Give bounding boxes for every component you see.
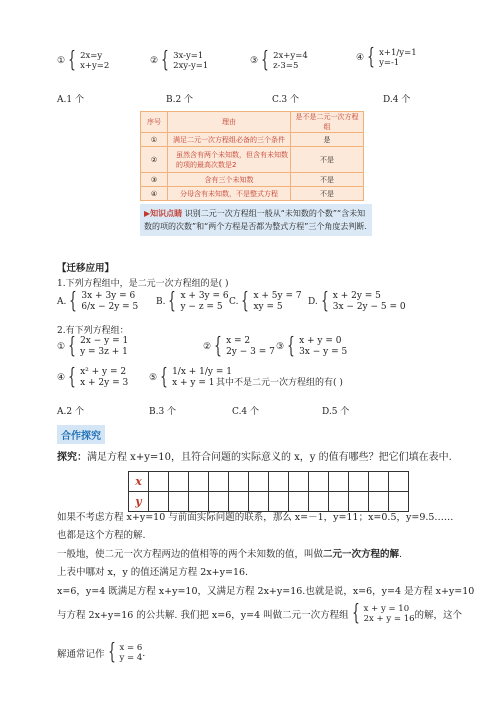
brace-icon: {: [351, 601, 360, 626]
option-label: B.: [156, 297, 166, 307]
table-row: [129, 472, 409, 492]
text: .: [142, 647, 146, 659]
row-label-x: x: [129, 472, 149, 492]
explore-text: 满足方程 x+y=10，且符合问题的实际意义的 x，y 的值有哪些？把它们填在表中.: [87, 452, 452, 463]
option-number: ①: [57, 342, 66, 352]
table-row: [141, 187, 364, 201]
paragraph-6: [57, 642, 145, 664]
table-cell[interactable]: [149, 472, 169, 492]
equation: 3x − 2y − 5 = 0: [332, 302, 406, 312]
brace-icon: {: [107, 640, 116, 665]
equation: y=-1: [379, 58, 400, 68]
option-number: ⑤: [149, 373, 158, 383]
equation: x + 2y = 5: [332, 291, 381, 301]
q1-option-c: [229, 291, 302, 313]
row-reason: 分母含有未知数，不是整式方程: [168, 187, 291, 201]
brace-icon: {: [68, 334, 76, 359]
brace-icon: {: [241, 289, 250, 314]
section-header: 合作探究: [57, 425, 105, 444]
xy-table: [128, 471, 409, 512]
text: 一般地，使二元一次方程两边的值相等的两个未知数的值，叫做: [57, 549, 324, 560]
q1-option-a: [57, 291, 138, 313]
paragraph-3: 上表中哪对 x，y 的值还满足方程 2x+y=16.: [57, 567, 249, 578]
table-row: [141, 133, 364, 147]
q2-answer-a: A.2 个: [57, 407, 84, 417]
q1-option-d: [308, 291, 406, 313]
answer-c: C.3 个: [272, 95, 300, 105]
table-cell[interactable]: [289, 472, 309, 492]
row-judge: 是: [291, 133, 364, 147]
explore-label: 探究：: [57, 452, 87, 463]
equation: y = 4: [119, 653, 143, 663]
row-number: ④: [141, 187, 168, 201]
text: 与方程 2x+y=16 的公共解. 我们把 x=6，y=4 叫做二元一次方程组: [57, 610, 349, 621]
section-title: 【迁移应用】: [57, 263, 115, 274]
row-number: ③: [141, 173, 168, 187]
explore-paragraph: [57, 448, 452, 463]
text: 解通常记作: [57, 649, 105, 660]
option-1: [57, 50, 109, 72]
option-label: C.: [229, 297, 239, 307]
row-number: ①: [141, 133, 168, 147]
table-cell[interactable]: [349, 472, 369, 492]
q2-answer-d: D.5 个: [322, 407, 350, 417]
option-3: [250, 50, 308, 72]
col-header: 理由: [168, 112, 291, 133]
table-cell[interactable]: [249, 472, 269, 492]
tip-text: 识别二元一次方程组一般从“未知数的个数”“含未知数的项的次数”和“两个方程是否都为整式方程”三个角度去判断.: [144, 209, 367, 231]
equation: 2x=y: [80, 51, 103, 61]
option-2: [150, 50, 208, 72]
brace-icon: {: [68, 48, 76, 73]
option-number: ③: [276, 342, 285, 352]
brace-icon: {: [168, 289, 177, 314]
equation: x + y = 1: [172, 378, 215, 388]
equation: xy = 5: [253, 302, 283, 312]
table-cell[interactable]: [169, 472, 189, 492]
q2-option-2: [203, 336, 275, 358]
option-number: ③: [250, 56, 259, 66]
brace-icon: {: [214, 334, 222, 359]
option-label: D.: [308, 297, 318, 307]
answer-d: D.4 个: [383, 95, 411, 105]
table-cell[interactable]: [229, 472, 249, 492]
row-label-y: y: [129, 492, 149, 512]
equation: 3x-y=1: [173, 51, 204, 61]
text: .: [399, 549, 403, 560]
q2-option-4: [57, 367, 128, 389]
equation: x+y=2: [80, 61, 110, 71]
brace-icon: {: [161, 48, 169, 73]
equation: 2x+y=4: [273, 51, 308, 61]
table-cell[interactable]: [309, 472, 329, 492]
row-judge: 不是: [291, 187, 364, 201]
q2-option-1: [57, 336, 128, 358]
q1-option-b: [156, 291, 229, 313]
equation: x + y = 0: [299, 336, 342, 346]
text: 的解，这个: [414, 610, 463, 621]
knowledge-tip: [140, 204, 372, 236]
option-number: ④: [57, 373, 66, 383]
table-cell[interactable]: [329, 472, 349, 492]
option-number: ②: [203, 342, 212, 352]
paragraph-1: 如果不考虑方程 x+y=10 与前面实际问题的联系，那么 x=－1，y=11；x=0.5，y=9.5……: [57, 512, 454, 523]
brace-icon: {: [160, 365, 168, 390]
row-judge: 不是: [291, 173, 364, 187]
row-judge: 不是: [291, 147, 364, 173]
table-cell[interactable]: [209, 472, 229, 492]
equation: x + 3y = 6: [180, 291, 229, 301]
answer-a: A.1 个: [57, 95, 84, 105]
brace-icon: {: [287, 334, 295, 359]
row-reason: 含有三个未知数: [168, 173, 291, 187]
question-2-tail: 其中不是二元一次方程组的有( ): [216, 378, 343, 388]
equation: x + 5y = 7: [253, 291, 302, 301]
col-header: 序号: [141, 112, 168, 133]
equation: x + 2y = 3: [80, 378, 129, 388]
row-reason: 虽然含有两个未知数，但含有未知数的项的最高次数是2: [168, 147, 291, 173]
answer-b: B.2 个: [166, 95, 194, 105]
reason-table: [140, 111, 364, 201]
equation: 6/x − 2y = 5: [81, 302, 139, 312]
option-number: ②: [150, 56, 159, 66]
equation: y = 3z + 1: [80, 347, 128, 357]
table-cell[interactable]: [389, 472, 409, 492]
equation: x = 2: [226, 336, 251, 346]
table-cell[interactable]: [189, 472, 209, 492]
equation: 1/x + 1/y = 1: [172, 367, 233, 377]
brace-icon: {: [69, 289, 78, 314]
paragraph-2: [57, 546, 402, 560]
question-1-stem: 1.下列方程组中，是二元一次方程组的是( ): [57, 279, 229, 289]
table-row: [141, 147, 364, 173]
option-number: ④: [356, 53, 365, 63]
q2-answer-c: C.4 个: [232, 407, 260, 417]
equation: 2xy-y=1: [173, 61, 209, 71]
paragraph-1b: 也都是这个方程的解.: [57, 530, 146, 541]
table-cell[interactable]: [369, 472, 389, 492]
equation: x+1/y=1: [379, 48, 417, 58]
equation: 3x + 3y = 6: [81, 291, 136, 301]
term-highlight: 二元一次方程的解: [323, 549, 400, 560]
brace-icon: {: [261, 48, 269, 73]
equation: x² + y = 2: [80, 367, 127, 377]
option-4: [356, 47, 417, 69]
brace-icon: {: [320, 289, 329, 314]
col-header: 是不是二元一次方程组: [291, 112, 364, 133]
equation: 2x − y = 1: [80, 336, 129, 346]
question-2-stem: 2.有下列方程组：: [57, 326, 129, 336]
q2-option-3: [276, 336, 347, 358]
equation: 2x + y = 16: [363, 614, 415, 624]
brace-icon: {: [367, 45, 375, 70]
option-label: A.: [57, 297, 67, 307]
equation: x = 6: [119, 643, 143, 653]
system-equation: [349, 603, 415, 625]
equation: z-3=5: [273, 61, 299, 71]
paragraph-4: x=6，y=4 既满足方程 x+y=10，又满足方程 2x+y=16.也就是说，x=6，y=4 是方程 x+y=10: [57, 586, 475, 597]
equation: 2y − 3 = 7: [226, 347, 275, 357]
equation: y − z = 5: [180, 302, 223, 312]
equation: 3x − y = 5: [299, 347, 348, 357]
table-row: [141, 173, 364, 187]
row-number: ②: [141, 147, 168, 173]
q2-answer-b: B.3 个: [149, 407, 177, 417]
paragraph-5: [57, 603, 462, 625]
solution-system: [105, 640, 146, 665]
row-reason: 满足二元一次方程组必备的三个条件: [168, 133, 291, 147]
brace-icon: {: [68, 365, 76, 390]
equation: x + y = 10: [363, 604, 410, 614]
table-cell[interactable]: [269, 472, 289, 492]
option-number: ①: [57, 56, 66, 66]
tip-label: ▶知识点睛: [144, 209, 183, 218]
